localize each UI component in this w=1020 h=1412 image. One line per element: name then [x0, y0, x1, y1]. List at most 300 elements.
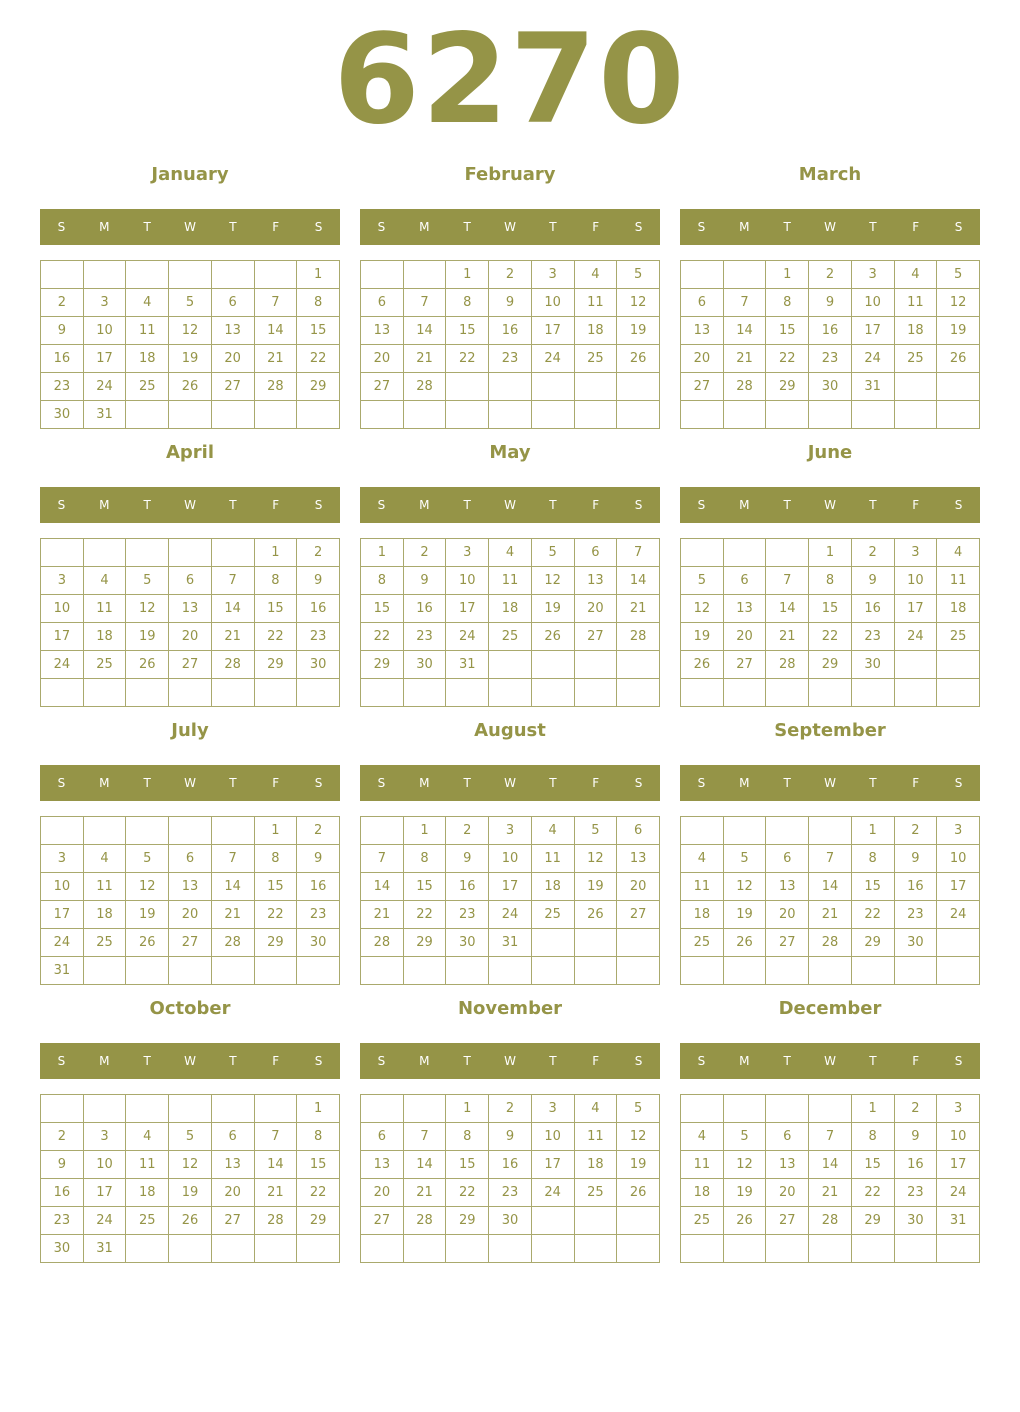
week-row	[681, 401, 980, 429]
weekday-label: W	[184, 498, 196, 512]
weekday-label: T	[143, 1054, 151, 1068]
day-cell	[169, 817, 212, 845]
day-cell: 2	[403, 539, 446, 567]
day-cell: 8	[766, 289, 809, 317]
day-cell	[851, 401, 894, 429]
day-cell	[41, 679, 84, 707]
day-cell: 19	[723, 901, 766, 929]
weekday-header	[680, 487, 980, 523]
day-cell: 13	[574, 567, 617, 595]
day-cell	[126, 1095, 169, 1123]
day-cell	[297, 401, 340, 429]
day-cell	[361, 957, 404, 985]
day-cell: 24	[851, 345, 894, 373]
day-cell: 12	[531, 567, 574, 595]
day-cell	[361, 1095, 404, 1123]
week-row	[361, 373, 660, 401]
weekday-label: W	[504, 220, 516, 234]
weekday-label: T	[143, 776, 151, 790]
day-cell: 10	[937, 1123, 980, 1151]
day-cell	[723, 817, 766, 845]
day-cell	[894, 651, 937, 679]
day-cell	[574, 373, 617, 401]
day-cell	[617, 957, 660, 985]
weekday-label: T	[229, 220, 237, 234]
weekday-label: S	[634, 1054, 643, 1068]
week-row	[361, 1179, 660, 1207]
weekday-label: M	[419, 220, 430, 234]
day-cell: 2	[894, 1095, 937, 1123]
day-cell: 31	[446, 651, 489, 679]
day-cell: 31	[41, 957, 84, 985]
weekday-label: T	[783, 220, 791, 234]
weekday-label: M	[739, 1054, 750, 1068]
day-cell: 15	[403, 873, 446, 901]
month-name: June	[807, 442, 853, 463]
day-cell: 20	[211, 1179, 254, 1207]
day-cell: 9	[41, 1151, 84, 1179]
day-cell: 23	[41, 373, 84, 401]
day-cell: 9	[894, 845, 937, 873]
day-cell: 2	[894, 817, 937, 845]
day-cell: 11	[83, 873, 126, 901]
day-cell: 6	[361, 289, 404, 317]
day-cell: 16	[851, 595, 894, 623]
weekday-label: W	[184, 1054, 196, 1068]
day-cell	[126, 679, 169, 707]
day-cell: 6	[681, 289, 724, 317]
weekday-label: T	[869, 776, 877, 790]
day-cell	[937, 651, 980, 679]
day-cell: 2	[41, 1123, 84, 1151]
week-row	[41, 901, 340, 929]
day-cell: 18	[681, 901, 724, 929]
day-cell: 8	[361, 567, 404, 595]
day-cell: 20	[766, 901, 809, 929]
weekday-label: T	[229, 776, 237, 790]
day-cell	[169, 957, 212, 985]
day-cell: 6	[574, 539, 617, 567]
day-cell: 29	[254, 651, 297, 679]
day-cell: 10	[446, 567, 489, 595]
day-cell: 21	[766, 623, 809, 651]
week-row	[681, 1179, 980, 1207]
week-row	[41, 345, 340, 373]
day-cell: 10	[531, 1123, 574, 1151]
day-cell	[681, 817, 724, 845]
weekday-label: F	[912, 498, 920, 512]
weekday-label: W	[504, 776, 516, 790]
day-cell: 6	[361, 1123, 404, 1151]
day-cell: 3	[531, 261, 574, 289]
day-cell	[809, 1235, 852, 1263]
day-cell: 10	[531, 289, 574, 317]
weekday-label: S	[634, 498, 643, 512]
week-row	[361, 261, 660, 289]
day-cell: 14	[361, 873, 404, 901]
weekday-label: F	[272, 1054, 280, 1068]
week-row	[681, 817, 980, 845]
day-cell: 7	[617, 539, 660, 567]
day-cell	[254, 679, 297, 707]
day-cell: 15	[766, 317, 809, 345]
day-cell: 16	[809, 317, 852, 345]
weekday-label: T	[143, 220, 151, 234]
day-cell: 8	[446, 1123, 489, 1151]
day-cell: 5	[617, 261, 660, 289]
day-cell: 7	[211, 567, 254, 595]
day-cell	[531, 1235, 574, 1263]
day-cell: 7	[809, 845, 852, 873]
week-row	[361, 679, 660, 707]
day-cell	[403, 261, 446, 289]
week-row	[41, 539, 340, 567]
week-row	[41, 1207, 340, 1235]
day-cell: 21	[617, 595, 660, 623]
weekday-label: S	[377, 1054, 386, 1068]
day-cell: 9	[297, 845, 340, 873]
weekday-label: W	[824, 1054, 836, 1068]
day-cell: 9	[446, 845, 489, 873]
day-cell: 19	[617, 317, 660, 345]
day-cell: 5	[169, 289, 212, 317]
day-cell: 2	[41, 289, 84, 317]
day-cell: 16	[446, 873, 489, 901]
day-cell: 16	[894, 873, 937, 901]
day-cell: 27	[169, 929, 212, 957]
day-cell	[766, 957, 809, 985]
day-cell	[361, 401, 404, 429]
day-cell: 22	[361, 623, 404, 651]
day-cell: 8	[851, 845, 894, 873]
weekday-label: T	[549, 498, 557, 512]
month-october	[40, 996, 340, 1266]
day-cell: 15	[254, 873, 297, 901]
day-cell: 29	[403, 929, 446, 957]
day-cell: 27	[211, 1207, 254, 1235]
day-cell	[83, 957, 126, 985]
day-cell: 27	[361, 373, 404, 401]
day-cell: 29	[851, 929, 894, 957]
day-cell	[83, 1095, 126, 1123]
day-cell: 3	[41, 567, 84, 595]
day-cell: 14	[809, 873, 852, 901]
week-row	[681, 317, 980, 345]
week-row	[681, 539, 980, 567]
day-cell: 27	[574, 623, 617, 651]
day-cell: 23	[489, 345, 532, 373]
weekday-label: F	[272, 776, 280, 790]
day-cell	[254, 957, 297, 985]
day-cell: 29	[766, 373, 809, 401]
week-row	[361, 957, 660, 985]
day-cell	[531, 679, 574, 707]
day-cell	[169, 1235, 212, 1263]
weekday-label: F	[912, 220, 920, 234]
day-cell: 10	[489, 845, 532, 873]
day-cell	[169, 679, 212, 707]
weekday-header	[40, 765, 340, 801]
weekday-label: W	[184, 776, 196, 790]
weekday-label: S	[697, 776, 706, 790]
weekday-label: T	[783, 776, 791, 790]
day-cell: 2	[297, 539, 340, 567]
weekday-label: F	[592, 776, 600, 790]
week-row	[681, 567, 980, 595]
week-row	[41, 1179, 340, 1207]
day-cell: 29	[254, 929, 297, 957]
day-cell: 21	[254, 1179, 297, 1207]
day-cell: 28	[809, 929, 852, 957]
day-cell: 16	[894, 1151, 937, 1179]
day-cell: 13	[766, 873, 809, 901]
day-cell	[126, 1235, 169, 1263]
day-cell: 23	[403, 623, 446, 651]
day-cell: 11	[681, 1151, 724, 1179]
day-cell: 14	[403, 317, 446, 345]
day-cell	[446, 401, 489, 429]
day-cell: 24	[489, 901, 532, 929]
day-cell	[403, 1235, 446, 1263]
day-cell	[617, 1207, 660, 1235]
week-row	[41, 873, 340, 901]
day-cell: 14	[254, 317, 297, 345]
day-cell	[681, 539, 724, 567]
day-cell: 31	[83, 401, 126, 429]
month-july	[40, 718, 340, 988]
day-cell: 18	[489, 595, 532, 623]
day-cell: 7	[766, 567, 809, 595]
day-cell: 15	[851, 1151, 894, 1179]
weekday-label: S	[57, 776, 66, 790]
week-row	[361, 539, 660, 567]
day-cell	[403, 679, 446, 707]
day-cell: 7	[211, 845, 254, 873]
week-row	[681, 901, 980, 929]
day-cell	[574, 679, 617, 707]
day-cell: 27	[723, 651, 766, 679]
day-cell: 3	[446, 539, 489, 567]
day-cell	[766, 1235, 809, 1263]
day-cell: 30	[446, 929, 489, 957]
day-cell: 13	[766, 1151, 809, 1179]
day-cell	[681, 679, 724, 707]
day-cell	[361, 817, 404, 845]
day-cell: 23	[297, 623, 340, 651]
weekday-label: F	[592, 498, 600, 512]
day-cell: 17	[894, 595, 937, 623]
day-cell: 3	[851, 261, 894, 289]
day-cell: 10	[894, 567, 937, 595]
day-cell: 18	[126, 1179, 169, 1207]
day-cell: 27	[766, 929, 809, 957]
week-row	[681, 1123, 980, 1151]
weekday-label: F	[592, 220, 600, 234]
day-grid	[40, 816, 340, 985]
day-cell: 16	[41, 345, 84, 373]
day-cell	[126, 957, 169, 985]
day-cell: 14	[809, 1151, 852, 1179]
day-cell: 26	[169, 1207, 212, 1235]
day-cell: 10	[937, 845, 980, 873]
day-cell: 19	[574, 873, 617, 901]
day-cell: 17	[851, 317, 894, 345]
day-cell: 30	[41, 1235, 84, 1263]
week-row	[681, 345, 980, 373]
day-cell: 20	[361, 1179, 404, 1207]
day-cell	[126, 261, 169, 289]
week-row	[361, 345, 660, 373]
weekday-header	[680, 1043, 980, 1079]
day-cell: 2	[809, 261, 852, 289]
day-cell: 30	[851, 651, 894, 679]
week-row	[361, 1235, 660, 1263]
day-cell: 20	[361, 345, 404, 373]
month-november	[360, 996, 660, 1266]
day-cell	[766, 679, 809, 707]
day-cell: 2	[489, 1095, 532, 1123]
day-cell: 18	[937, 595, 980, 623]
weekday-label: T	[463, 498, 471, 512]
day-cell	[723, 539, 766, 567]
week-row	[361, 1123, 660, 1151]
day-cell: 21	[403, 345, 446, 373]
week-row	[681, 623, 980, 651]
day-cell: 10	[83, 1151, 126, 1179]
week-row	[41, 373, 340, 401]
day-cell: 8	[851, 1123, 894, 1151]
week-row	[41, 1235, 340, 1263]
day-cell: 11	[937, 567, 980, 595]
day-cell	[894, 373, 937, 401]
day-cell: 14	[766, 595, 809, 623]
day-cell: 18	[681, 1179, 724, 1207]
day-cell: 9	[894, 1123, 937, 1151]
day-cell: 28	[211, 651, 254, 679]
day-cell: 16	[297, 873, 340, 901]
day-cell: 17	[937, 873, 980, 901]
day-cell	[851, 957, 894, 985]
week-row	[361, 901, 660, 929]
day-cell: 7	[723, 289, 766, 317]
day-cell	[489, 1235, 532, 1263]
day-cell: 21	[211, 623, 254, 651]
day-cell: 30	[403, 651, 446, 679]
day-cell: 24	[41, 651, 84, 679]
day-cell: 19	[723, 1179, 766, 1207]
weekday-header	[360, 209, 660, 245]
day-cell: 3	[937, 1095, 980, 1123]
day-cell: 11	[681, 873, 724, 901]
day-cell: 15	[254, 595, 297, 623]
day-cell: 22	[446, 1179, 489, 1207]
weekday-header	[680, 209, 980, 245]
day-cell	[211, 539, 254, 567]
day-cell: 12	[169, 317, 212, 345]
day-cell: 24	[446, 623, 489, 651]
day-cell: 6	[169, 567, 212, 595]
week-row	[681, 289, 980, 317]
day-cell: 26	[681, 651, 724, 679]
day-cell: 31	[83, 1235, 126, 1263]
day-cell	[41, 1095, 84, 1123]
day-cell: 12	[126, 873, 169, 901]
day-cell: 7	[809, 1123, 852, 1151]
day-cell: 19	[169, 345, 212, 373]
day-cell: 19	[617, 1151, 660, 1179]
weekday-label: S	[314, 1054, 323, 1068]
weekday-label: S	[954, 220, 963, 234]
week-row	[361, 317, 660, 345]
day-cell: 6	[766, 1123, 809, 1151]
day-grid	[680, 260, 980, 429]
day-cell: 13	[723, 595, 766, 623]
day-cell	[851, 1235, 894, 1263]
day-cell: 18	[574, 1151, 617, 1179]
day-cell: 23	[851, 623, 894, 651]
day-cell	[83, 679, 126, 707]
day-cell	[894, 401, 937, 429]
day-cell: 17	[446, 595, 489, 623]
day-cell	[446, 1235, 489, 1263]
day-cell: 6	[766, 845, 809, 873]
day-cell: 8	[254, 845, 297, 873]
day-cell: 9	[297, 567, 340, 595]
weekday-label: T	[463, 220, 471, 234]
week-row	[41, 317, 340, 345]
day-cell: 13	[361, 1151, 404, 1179]
day-cell: 24	[937, 901, 980, 929]
day-cell: 17	[531, 1151, 574, 1179]
week-row	[361, 651, 660, 679]
day-cell	[723, 401, 766, 429]
day-cell: 17	[83, 1179, 126, 1207]
weekday-label: W	[824, 776, 836, 790]
day-cell	[851, 679, 894, 707]
day-cell: 4	[126, 1123, 169, 1151]
day-cell: 10	[41, 873, 84, 901]
day-cell: 24	[531, 1179, 574, 1207]
day-cell: 16	[403, 595, 446, 623]
week-row	[681, 595, 980, 623]
day-cell: 3	[41, 845, 84, 873]
day-cell	[617, 1235, 660, 1263]
day-cell: 24	[83, 373, 126, 401]
month-may	[360, 440, 660, 710]
day-cell	[574, 651, 617, 679]
day-cell: 25	[574, 1179, 617, 1207]
day-cell: 8	[403, 845, 446, 873]
day-cell	[937, 373, 980, 401]
week-row	[41, 401, 340, 429]
day-cell: 25	[894, 345, 937, 373]
day-cell	[211, 401, 254, 429]
day-cell: 6	[723, 567, 766, 595]
day-cell: 15	[446, 1151, 489, 1179]
day-cell	[211, 957, 254, 985]
month-april	[40, 440, 340, 710]
week-row	[41, 261, 340, 289]
day-cell	[681, 261, 724, 289]
day-cell	[254, 1095, 297, 1123]
day-cell	[41, 539, 84, 567]
weekday-label: T	[229, 1054, 237, 1068]
day-cell: 21	[723, 345, 766, 373]
day-grid	[40, 1094, 340, 1263]
day-cell: 12	[681, 595, 724, 623]
weekday-header	[40, 487, 340, 523]
day-cell: 20	[574, 595, 617, 623]
